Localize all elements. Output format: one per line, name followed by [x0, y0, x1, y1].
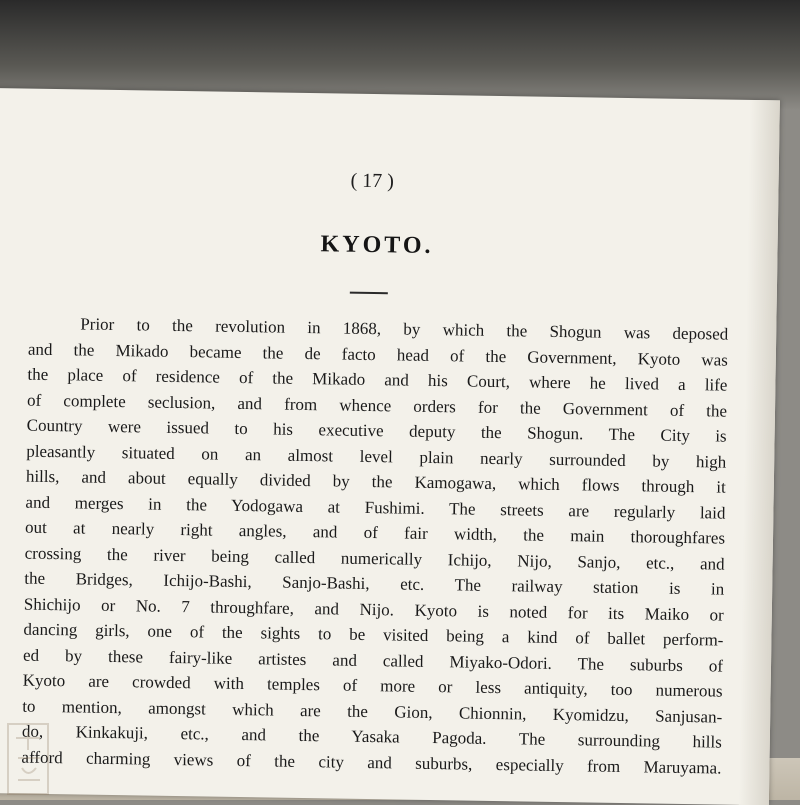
text-line: out at nearly right angles, and of fair width, the main thoroughfares [24, 517, 726, 548]
text-line: Shichijo or No. 7 throughfare, and Nijo. Kyoto is noted for its Maiko or [23, 594, 724, 625]
text-line: ed by these fairy-like artistes and called Miyako-Odori. The suburbs of [22, 645, 724, 676]
title-rule [350, 292, 388, 295]
text-line: and the Mikado became the de facto head of the Government, Kyoto was [27, 339, 728, 370]
text-line: Country were issued to his executive deputy the Shogun. The City is [26, 415, 727, 446]
text-line: pleasantly situated on an almost level plain nearly surrounded by high [26, 441, 727, 472]
book-page [0, 88, 780, 805]
text-line: crossing the river being called numerically Ichijo, Nijo, Sanjo, etc., and [24, 543, 725, 574]
text-line: Prior to the revolution in 1868, by which the Shogun was deposed [80, 314, 729, 344]
text-line: the place of residence of the Mikado and his Court, where he lived a life [27, 364, 728, 395]
text-line: afford charming views of the city and suburbs, especially from Maruyama. [21, 747, 722, 778]
text-line: and merges in the Yodogawa at Fushimi. The streets are regularly laid [25, 492, 726, 523]
text-line: of complete seclusion, and from whence orders for the Government of the [26, 390, 728, 421]
page-number: ( 17 ) [350, 169, 395, 193]
page-edge [739, 100, 780, 805]
body-paragraph [21, 311, 728, 781]
page-title: KYOTO. [320, 231, 434, 259]
text-line: dancing girls, one of the sights to be visited being a kind of ballet perform- [23, 619, 724, 650]
text-line: the Bridges, Ichijo-Bashi, Sanjo-Bashi, etc. The railway station is in [24, 568, 725, 599]
text-line: hills, and about equally divided by the Kamogawa, which flows through it [25, 466, 726, 497]
watermark-seal-icon [0, 718, 60, 798]
text-line: Kyoto are crowded with temples of more or less antiquity, too numerous [22, 670, 723, 701]
text-line: do, Kinkakuji, etc., and the Yasaka Pagoda. The surrounding hills [21, 721, 722, 752]
text-line: to mention, amongst which are the Gion, Chionnin, Kyomidzu, Sanjusan- [22, 696, 723, 727]
